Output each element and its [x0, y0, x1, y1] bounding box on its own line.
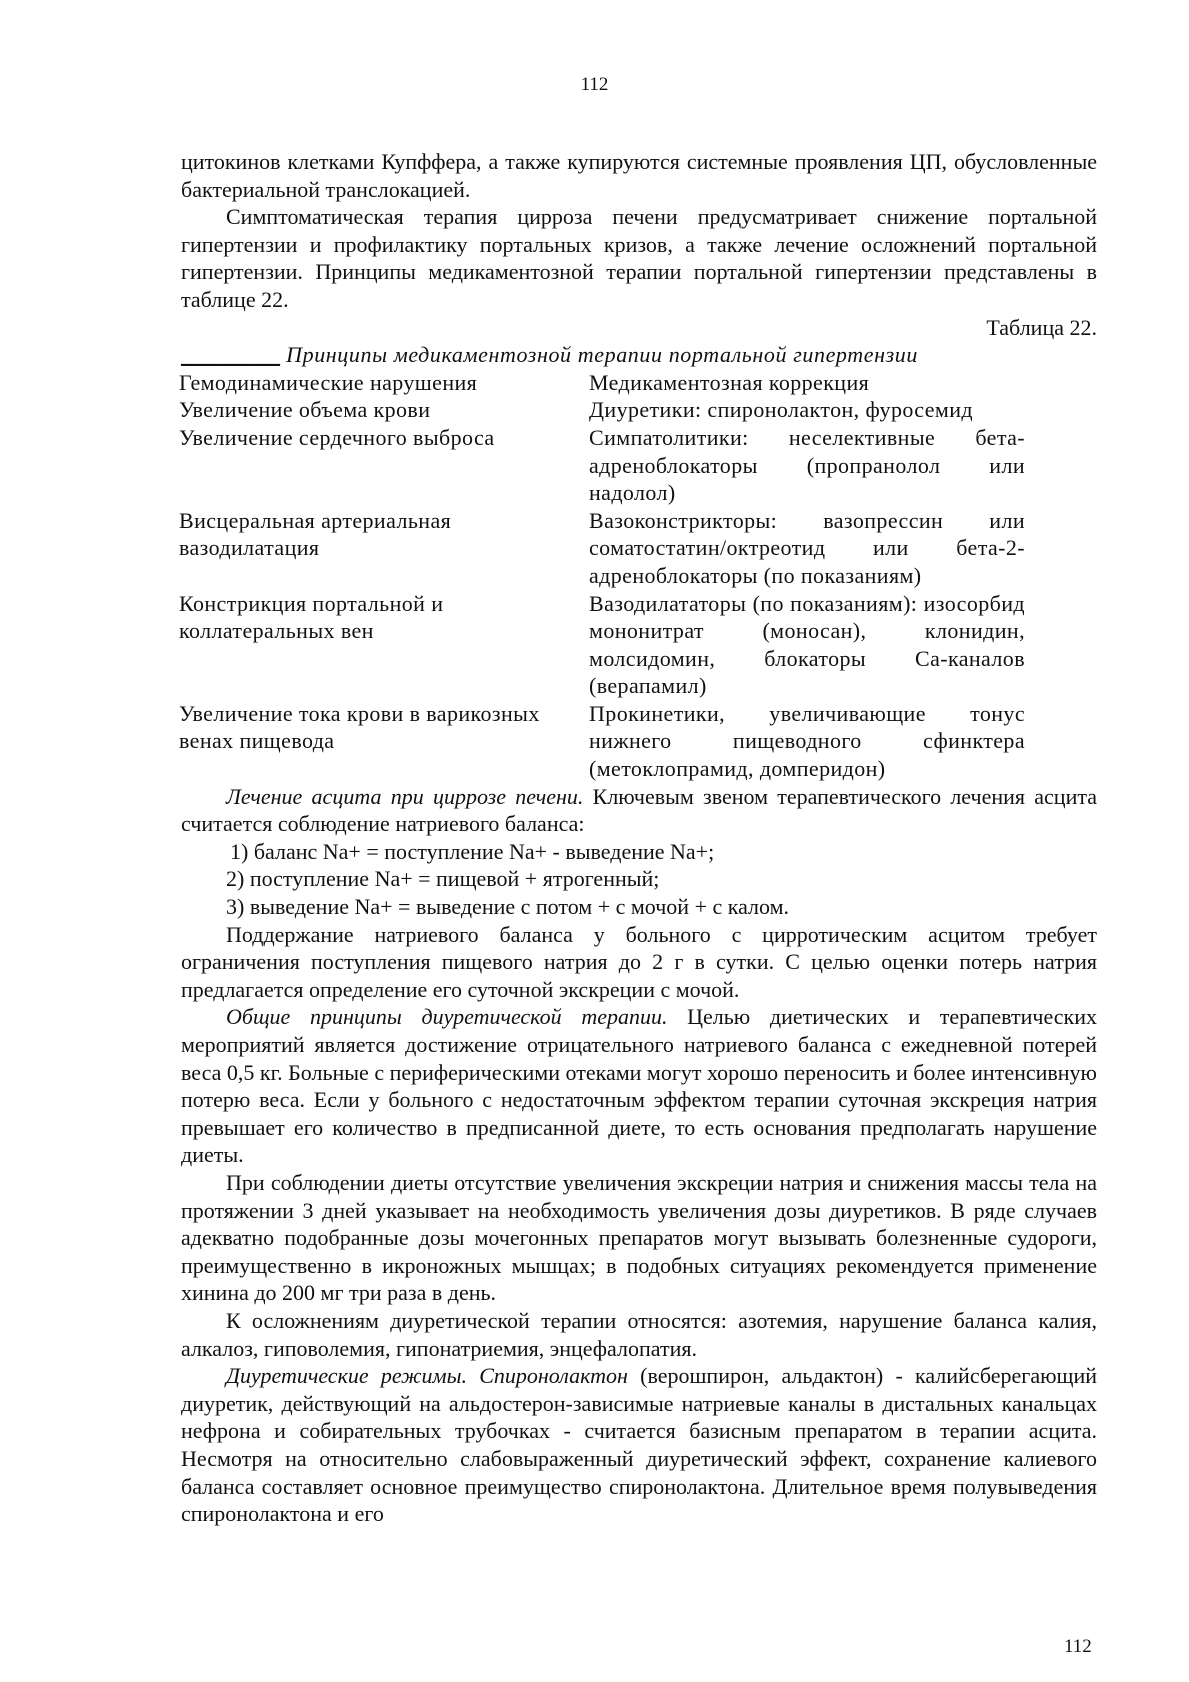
table-cell: Диуретики: спиронолактон, фуросемид [589, 397, 973, 423]
table-cell: Увеличение объема крови [179, 397, 431, 423]
table-row [179, 507, 1025, 590]
page-number-bottom: 112 [1064, 1636, 1092, 1657]
table-row [179, 700, 1025, 783]
diuretic-heading: Общие принципы диуретической терапии. [226, 1004, 668, 1030]
table-cell: Констрикция портальной и коллатеральных вен [179, 590, 444, 644]
table-caption: Таблица 22. [986, 314, 1097, 340]
table-cell: Висцеральная артериальная вазодилатация [179, 507, 452, 561]
diuretic-text: Целью диетических и терапевтических мероприятий является достижение отрицательного натриевого баланса с ежедневной потерей веса 0,5 кг. Больные с периферическими отеками могут хорошо переносить и более интенсивную потерю веса. Если у больного с недостаточным эффектом терапии суточная экскреция натрия превышает его количество в предписанной диете, то есть основания предполагать нарушение диеты. [181, 1004, 1097, 1168]
regimes-text: (верошпирон, альдактон) - калийсберегающий диуретик, действующий на альдостерон-зависимые натриевые каналы в дистальных канальцах нефрона и собирательных трубочках - считается базисным препаратом в терапии асцита. Несмотря на относительно слабовыраженный диуретический эффект, сохранение калиевого баланса составляет основное преимущество спиронолактона. Длительное время полувыведения спиронолактона и его [181, 1363, 1098, 1527]
table-row [179, 396, 1025, 424]
list-item: 1) баланс Na+ = поступление Na+ - выведение Na+; [230, 838, 715, 864]
list-item: 3) выведение Na+ = выведение с потом + с мочой + с калом. [226, 894, 790, 920]
paragraph-symptomatic-therapy: Симптоматическая терапия цирроза печени предусматривает снижение портальной гипертензии и профилактику портальных кризов, а также лечение осложнений портальной гипертензии. Принципы медикаментозной терапии портальной гипертензии представлены в таблице 22. [181, 204, 1097, 312]
paragraph-sodium-balance: Поддержание натриевого баланса у больного с цирротическим асцитом требует ограничения поступления пищевого натрия до 2 г в сутки. С целью оценки потерь натрия предлагается определение его суточной экскреции с мочой. [181, 921, 1097, 1002]
table-cell: Увеличение сердечного выброса [179, 424, 495, 450]
paragraph-complications: К осложнениям диуретической терапии относятся: азотемия, нарушение баланса калия, алкалоз, гиповолемия, гипонатриемия, энцефалопатия. [181, 1307, 1097, 1361]
paragraph-diet: При соблюдении диеты отсутствие увеличения экскреции натрия и снижения массы тела на протяжении 3 дней указывает на необходимость увеличения дозы диуретиков. В ряде случаев адекватно подобранные дозы мочегонных препаратов могут вызывать болезненные судороги, преимущественно в икроножных мышцах; в подобных ситуациях рекомендуется применение хинина до 200 мг три раза в день. [181, 1169, 1097, 1306]
table-header-cell: Медикаментозная коррекция [589, 369, 870, 395]
table-cell: Прокинетики, увеличивающие тонус нижнего пищеводного сфинктера (метоклопрамид, домперидон) [589, 700, 1025, 782]
regimes-heading: Диуретические режимы. [226, 1363, 467, 1389]
table-cell: Вазодилататоры (по показаниям): изосорбид мононитрат (моносан), клонидин, молсидомин, блокаторы Са-каналов (верапамил) [589, 590, 1025, 699]
table-cell: Увеличение тока крови в варикозных венах пищевода [179, 700, 540, 754]
paragraph-diuretic-regimes [181, 1362, 1097, 1528]
ascites-text: Ключевым звеном терапевтического лечения асцита считается соблюдение натриевого баланса: [181, 783, 1097, 837]
ascites-heading: Лечение асцита при циррозе печени. [226, 783, 584, 809]
table-header-row [179, 369, 1025, 397]
table-row [179, 424, 1025, 507]
regimes-drug: Спиронолактон [479, 1363, 628, 1389]
paragraph-kupffer: цитокинов клетками Купффера, а также купируются системные проявления ЦП, обусловленные бактериальной транслокацией. [181, 149, 1097, 202]
paragraph-ascites [181, 783, 1097, 838]
table-title [181, 341, 1097, 369]
table-cell: Вазоконстрикторы: вазопрессин или соматостатин/октреотид или бета-2-адреноблокаторы (по показаниям) [589, 507, 1025, 588]
list-item: 2) поступление Na+ = пищевой + ятрогенный; [226, 866, 660, 892]
table-row [179, 590, 1025, 700]
document-body [181, 148, 1097, 1528]
page-number-top: 112 [580, 74, 609, 95]
paragraph-diuretic-principles [181, 1003, 1097, 1169]
table-title-blank: _________ [181, 342, 280, 368]
table-cell: Симпатолитики: неселективные бета-адреноблокаторы (пропранолол или надолол) [589, 424, 1025, 506]
therapy-table [179, 369, 1025, 783]
table-title-text: Принципы медикаментозной терапии портальной гипертензии [286, 342, 918, 368]
table-header-cell: Гемодинамические нарушения [179, 369, 478, 395]
